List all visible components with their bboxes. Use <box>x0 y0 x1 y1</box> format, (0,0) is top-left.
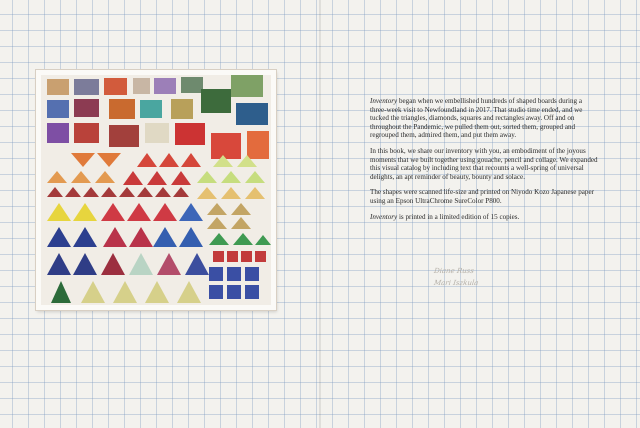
paragraph-printing: The shapes were scanned life-size and printed on Niyodo Kozo Japanese paper using an Epson UltraChrome SureColor P800. <box>370 188 594 205</box>
paragraph-purpose: In this book, we share our inventory with you, an embodiment of the joyous moments that we built together using gouache, pencil and collage. We expanded this visual catalog by including text that recounts a well-spring of universal delights, an apt reminder of beauty, bounty and solace. <box>370 146 598 181</box>
paragraph-edition <box>370 213 600 222</box>
paragraph-origin <box>370 97 600 140</box>
inventory-photo <box>36 70 276 310</box>
artist-signatures <box>434 265 478 289</box>
signature-1: Diane Russ <box>433 267 475 275</box>
paragraph-origin-text: began when we embellished hundreds of shaped boards during a three-week visit to Newfoundland in 2017. That studio time ended, and we tucked the triangles, diamonds, squares and rectangles away. Off and on throughout the Pandemic, we pulled them out, sorted them, grouped and regrouped them, admired them, and put them away. <box>370 97 583 140</box>
title-inventory: Inventory <box>370 97 398 105</box>
book-description <box>370 97 600 228</box>
signature-2: Mari Iszkula <box>433 279 479 287</box>
spread-fold <box>319 0 321 428</box>
paragraph-edition-text: is printed in a limited edition of 15 copies. <box>397 212 520 221</box>
title-inventory-2: Inventory <box>370 212 398 221</box>
shapes-collage <box>41 75 271 305</box>
